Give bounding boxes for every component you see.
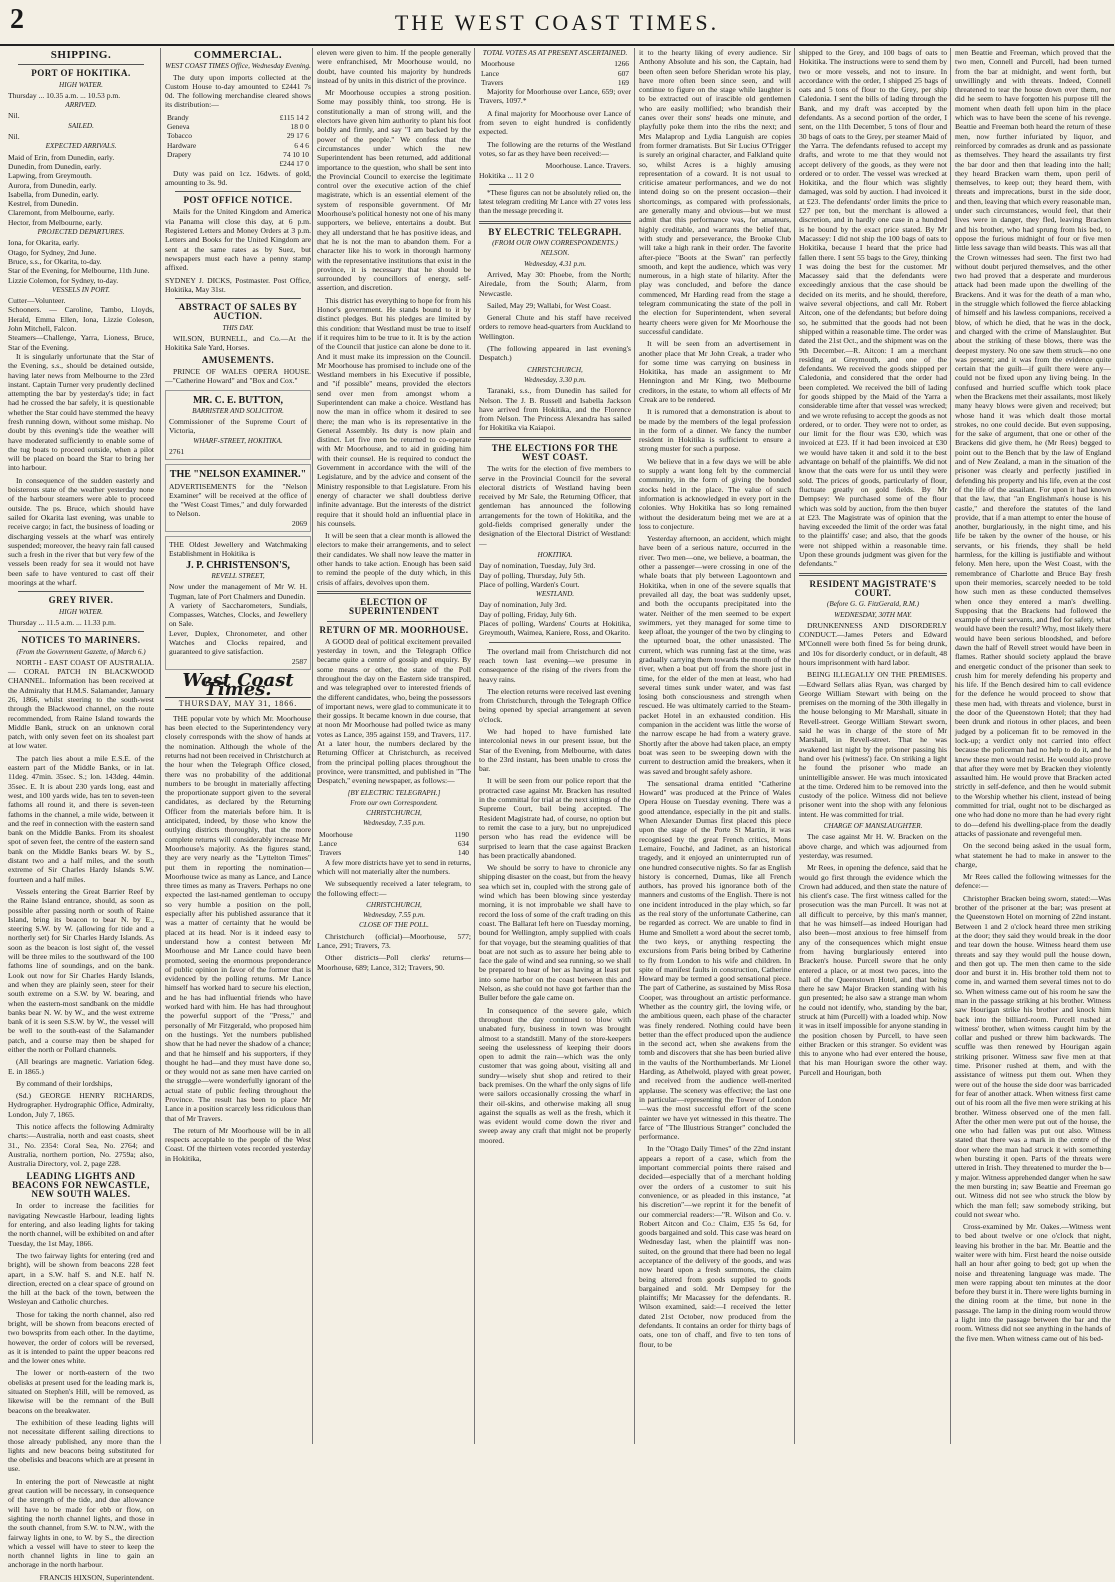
article-paragraph: Arrived, May 30: Phoebe, from the North; Airedale, from the South; Alarm, from Newcastle.	[479, 269, 631, 298]
newspaper-columns	[8, 48, 1111, 1582]
article-paragraph: Taranaki, s.s., from Dunedin has sailed for Nelson. The J. B. Russell and Isabella Jackson have arrived from Hokitika, and the Florence from Nelson. The Princess Alexandra has sailed for Hokitika via Kaiapoi.	[479, 386, 631, 433]
amusements-heading: AMUSEMENTS.	[201, 354, 275, 365]
ad-text: Now under the management of Mr W. H. Tugman, late of Port Chalmers and Dunedin.	[169, 582, 307, 601]
table-row	[317, 830, 471, 839]
table-row	[165, 150, 311, 159]
article-paragraph: In entering the port of Newcastle at night great caution will be necessary, in consequence of the strength of the tide, and due allowance will have to be made for ebb or flow, on sighting the north channel lights, and those in the south channel, from S.W. to N.W., with the fairway lights in one, to W. by S., the direction which a vessel will have to steer to keep the north channel lights in line to gain an anchorage in the north harbour.	[8, 1476, 154, 1570]
telegram-place: CHRISTCHURCH,	[366, 809, 422, 818]
editorial-paragraph: The return of Mr Moorhouse will be in all respects acceptable to the people of the West Coast. Of the thirteen votes recorded yesterday in Hokitika,	[165, 1125, 311, 1163]
table-cell: 18 0 0	[290, 122, 309, 132]
ad-number: 2587	[291, 656, 307, 666]
divider	[18, 631, 144, 632]
article-paragraph: Mails for the United Kingdom and America via Panama will close this day, at 6 p.m. Registered Letters and Money Orders at 3 p.m. Letters and Books for the United Kingdom are sent at the same rates as by Suez, but newspapers must each have a penny stamp affixed.	[165, 207, 311, 273]
article-paragraph: (All bearings are magnetic. Variation 6deg. E. in 1865.)	[8, 1057, 154, 1076]
advertisement	[165, 536, 311, 670]
article-paragraph: The lower or north-eastern of the two obelisks at present used for the leading mark is, situated on Stephen's Hill, will be removed, as likewise will be the remnant of the Bull beacons on the breakwater.	[8, 1368, 154, 1415]
duty-total: £244 17 0	[279, 159, 309, 169]
expected-label: EXPECTED ARRIVALS.	[45, 142, 117, 151]
vessels-list: Cutter—Volunteer.	[8, 296, 66, 306]
vessels-label: VESSELS IN PORT.	[52, 285, 110, 294]
telegram-label: [BY ELECTRIC TELEGRAPH.]	[347, 788, 441, 797]
high-water-times: Thursday ... 10.35 a.m. ... 10.53 p.m.	[8, 90, 121, 100]
article-paragraph: In consequence of the sudden easterly and boisterous state of the weather yesterday none of the harbour steamers were able to proceed outside. The ps. Bruce, which should have sailed for Okarita last evening, was unable to receive cargo; in fact, the business of loading or discharging vessels at the wharf was entirely suspended; moreover, the heavy rain fall caused such a fresh in the river that but very few of the vessels been ready for sea it would not have been safe to have ventured to cast off their moorings at the wharf.	[8, 475, 154, 588]
divider	[18, 64, 144, 65]
table-cell: £115 14 2	[279, 112, 309, 122]
table-cell: Moorhouse	[481, 59, 515, 69]
column-3	[312, 48, 475, 1444]
article-paragraph: We subsequently received a later telegram, to the following effect:—	[317, 879, 471, 898]
duty-table	[165, 113, 311, 169]
projected-label: PROJECTED DEPARTURES.	[37, 228, 125, 237]
return-heading: RETURN OF MR. MOORHOUSE.	[319, 624, 469, 635]
article-paragraph: WILSON, BURNELL, and Co.—At the Hokitika Sale Yard, Horses.	[165, 334, 311, 353]
mariners-source: (From the Government Gazette, of March 6.)	[16, 647, 146, 656]
table-cell: 607	[617, 68, 629, 78]
newspaper-title: THE WEST COAST TIMES.	[394, 10, 720, 35]
lights-heading: LEADING LIGHTS AND BEACONS FOR NEWCASTLE, NEW SOUTH WALES.	[12, 1170, 150, 1200]
footnote: *These figures can not be absolutely relied on, the latest telegram crediting Mr Lance with 27 votes less than the message preceding it.	[479, 188, 631, 216]
issue-date: THURSDAY, MAY 31, 1866.	[165, 697, 311, 710]
telegram-place: NELSON.	[540, 249, 570, 258]
close-of-poll-label: CLOSE OF THE POLL.	[359, 921, 429, 930]
projected-departure: Lizzie Colemon, for Sydney, to-day.	[8, 275, 119, 285]
article-paragraph: In consequence of the severe gale, which throughout the day continued to blow with unabated fury, business in town was brought almost to a standstill. Many of the store-keepers seeing the uselessness of keeping their doors open to admit the rain—which was the only customer that was going about, visiting all and sundry—wisely shut shop and retired to their back premises. On the wharf the only signs of life were sailors occasionally crossing the wharf in their oil-skins, and otherwise making all snug against the squalls as well as the fresh, which it was evident would come down the river and sweep away any craft that might not be properly moored.	[479, 1005, 631, 1145]
telegram-source: From our own Correspondent.	[350, 798, 438, 807]
column-6	[794, 48, 951, 1444]
expected-arrival: Hector, from Melbourne, early.	[8, 217, 103, 227]
table-row	[165, 131, 311, 140]
expected-arrival: Dunedin, from Dunedin, early.	[8, 161, 102, 171]
expected-arrival: Aurora, from Dunedin, early.	[8, 180, 97, 190]
article-paragraph: A few more districts have yet to send in returns, which will not materially alter the numbers.	[317, 857, 471, 876]
schedule-line: Places of polling, Wardens' Courts at Hokitika, Greymouth, Waimea, Kaniere, Ross, and Okarito.	[479, 619, 631, 638]
telegram-place: CHRISTCHURCH,	[366, 900, 422, 909]
article-paragraph: Yesterday afternoon, an accident, which might have been of a serious nature, occurred in the river. Two men—one, we believe, a boatman, the other a passenger—were crossing in one of the whale boats that ply between Lagoontown and Hokitika, when in one of the severe squalls that prevailed all day, the boat was suddenly upset, and both the occupants precipitated into the water. Neither of the men seemed to be expert swimmers, yet they managed for some time to keep afloat, the younger of the two by clinging to the upturned boat, the other unassisted. The current, which was running fast at the time, was gradually carrying them towards the mouth of the river, when a boat put off from the shore just in time, for the elder of the men at least, who had several times sunk under water, and was fast losing both consciousness and strength when rescued. He was ultimately carried to the Steam-packet Hotel in an exhausted condition. His companion in the accident was little the worse of the narrow escape he had from a watery grave. Shortly after the above had taken place, an empty boat was seen to be sweeping down with the current to destruction amid the breakers, when it was saved and brought safely ashore.	[639, 534, 791, 776]
telegram-time: Wednesday, 7.35 p.m.	[362, 819, 426, 828]
table-cell: Lance	[319, 839, 338, 849]
advertisement	[165, 464, 311, 532]
article-paragraph: NORTH - EAST COAST OF AUSTRALIA. — CORAL PATCH IN BLACKWOOD CHANNEL. Information has been received at the Admiralty that H.M.S. Salamander, January 26, 1866, whilst steering to the south-west through the Blackwood channel, on the route recommended, from Raine Island towards the Middle Bank, struck on an unknown coral patch, with only seven feet on its shoalest part at low water.	[8, 657, 154, 751]
article-paragraph: Mr Rees called the following witnesses for the defence:—	[955, 872, 1111, 891]
article-paragraph: The writs for the election of five members to serve in the Provincial Council for the several electoral districts of Westland having been received by Mr Sale, the Returning Officer, that gentleman has announced the following arrangements for the town of Hokitika, and the gold-fields comprised generally under the designation of the Electoral District of Westland:—	[479, 464, 631, 548]
article-paragraph: It is rumored that a demonstration is about to be made by the members of the legal profession in the form of a dinner. We fancy the number resident in Hokitika is sufficient to ensure a strong muster for such a purpose.	[639, 407, 791, 454]
divider	[175, 191, 301, 192]
projected-departure: Bruce, s.s., for Okarita, to-day.	[8, 256, 102, 266]
editorial-paragraph: Mr Moorhouse occupies a strong position. Some may possibly think, too strong. He is constitutionally a man of strong will, and the electors have given him authority to plant his foot boldly and firmly, and say "I am backed by the power of the people." We confess that the circumstances under which the new Superintendent has been returned, add additional importance to the question, who shall be sent into the Provincial Council to exercise the legitimate control over the executive action of the chief magistrate, which is an essential element of the system of responsible government. Of Mr Moorhouse's political honesty not one of his many supporters, we believe, entertains a doubt. But they all understand that he has positive ideas, and that he is not the man to abandon them. For a character like his to work in thorough harmony with the representative institutions that exist in the province, it is necessary that he should be surrounded by councillors of energy, self-assertion, and discretion.	[317, 88, 471, 293]
table-row	[479, 78, 631, 87]
auction-day: THIS DAY.	[222, 323, 254, 332]
ad-address: WHARF-STREET, HOKITIKA.	[193, 436, 283, 445]
table-cell: 74 10 10	[283, 149, 309, 159]
telegram-place: CHRISTCHURCH,	[527, 365, 583, 374]
article-paragraph: In the "Otago Daily Times" of the 22nd instant appears a report of a case, which from the important commercial points there raised and decided—especially that of a merchant holding over the orders of a customer to suit his convenience, or as pleaded in this instance, "at his discretion"—we reprint it for the benefit of our commercial readers:—"R. Wilson and Co. v. Robert Aitcon and Co.: Claim, £35 5s 6d, for goods bargained and sold. This case was heard on Wednesday last, when the plaintiff was non-suited, on the ground that there had been no legal acceptance of the delivery of the goods, and was now heard upon a fresh summons, the claim being altered from goods supplied to goods bargained and sold. Mr Dempsey for the plaintiffs; Mr Macassey for the defendants. R. Wilson examined, said:—I received the letter dated 21st October, now produced from the defendants. It contains an order for thirty bags of oats, one ton of chaff, and five to ten tons of flour, to be	[639, 1144, 791, 1349]
article-paragraph: men Beattie and Freeman, which proved that the two men, Connell and Purcell, had been turned from the bar at midnight, and went forth, but unwillingly and with threats. Indeed, Connell threatened to tear the house down over them, nor did he seem to have forgotten his purpose till the moment when death fell upon him in the place which was to have been the scene of his revenge. Beattie and Freeman both heard the return of these men, now further infuriated by liquor, and reinforced by comrades as drunk and as passionate as themselves. They heard the assailants try first the bar door and then that leading into the hall; they heard Bracken warn them, upon peril of themselves, to keep out; they heard them, with threats and imprecations, burst in the side door, and then, leaving that which every reasonable man, under such circumstances, would feel, that their lives were in danger, they fled, leaving Bracken and his brother, who had sprung from his bed, to oppose the furious midnight of four or five men little less savage than wild beasts. This was all that the Crown witnesses had seen. The first two had without doubt perjured themselves, and the other two had proved that a desperate and murderous attack had been made upon the dwelling of the Brackens. And it was for the death of a man who, in the struggle which followed the fierce ablacking of himself and his lawless companions, received a blow, of which he died, that he was in the dock, and charged with the crime of Manslaughter. But about the striking of these blows, there was the deepest mystery. No one saw them struck—no one was present; and it was from the evidence quite certain that the guilt—if guilt there were any—could not be fixed upon any living being. In the confused and hurried scuffle which took place when the Brackens met their assailants, most likely many heavy blows were given and received; but whose hand it was which dealt those mortal strokes, no one could decide. But even supposing, for the sake of argument, that one or other of the Brackens did give them, he (Mr Rees) begged to point out to the Bench that by the law of England and of New Zealand, a man in the situation of the prisoner was clearly and perfectly justified in defending his property and his life, even at the cost of the life of the assailant. For upon it had known that the law, that "an Englishman's house is his castle," and therefore the statutes of the land provide, that if a man attempt to enter the house of another, burglariously, in the night time, and his life be taken by the owner of the house, or his servants, or his friends, they shall be held harmless, for the killing is justifiable and without felony. Men here, upon the West Coast, with the remembrance of Charlotte and Bruce Bay fresh upon their memories, scarcely needed to be told how such men as these conducted themselves when once they entered a man's dwelling. Supposing that the Brackens had followed the example of their servants, and fled for safety, what would have been the result? Why, most likely there would have been serious bloodshed, and before dawn the half of Revell street would have been in flames. Rather should society applaud the brave and energetic conduct of the prisoner than seek to crush him for merely defending his property and his life. If the Bench desired him to call evidence for the defence he would proceed to show that these men had, with threats and violence, burst in the door of the Queenstown Hotel; that they had been drunk and riotous in other places, and been judged by a policeman fit to be removed in the lock-up; a verdict only not carried into effect because the policeman had no help to do it, and he knew these men would resist. He would also prove that after they were met by Bracken they violently assaulted him. He would prove that Bracken acted strictly in self-defence, and then he would submit to the Worship whether his client, instead of being committed for trial, ought not to be discharged as one who had done no more than he had every right to do—defend his dwelling-place from the deadly attacks of passionate and revengeful men.	[955, 48, 1111, 838]
table-row	[317, 839, 471, 848]
table-cell: 634	[457, 839, 469, 849]
article-paragraph: It will be seen from our police report that the protracted case against Mr. Bracken has resulted in the committal for trial at the next sittings of the Supreme Court, bail being accepted. The Resident Magistrate had, of course, no option but to remit the case to a jury, but no unprejudiced person who has read the evidence will be surprised to learn that the case against Bracken has been practically abandoned.	[479, 776, 631, 860]
article-paragraph: PRINCE OF WALES OPERA HOUSE.—"Catherine Howard" and "Box and Cox."	[165, 366, 311, 386]
table-cell: Travers	[481, 77, 504, 87]
article-paragraph: A GOOD deal of political excitement prevailed yesterday in town, and the Telegraph Office became quite a centre of gossip and enquiry. By some means or other, the state of the Poll throughout the day on the Eastern side transpired, and was telegraphed over to interested friends of the different candidates, who, being the possessors of important news, were glad to communicate it to their gossips. It became known in due course, that at noon Mr Moorhouse had polled twice as many votes as Lance, 395 against 159, and Travers, 117. At a later hour, the numbers declared by the Returning Officer at Christchurch, as received from the principal polling places throughout the province, were transmitted, and published in "The Despatch," evening newspaper, as follows:—	[317, 636, 471, 786]
expected-arrival: Claremont, from Melbourne, early.	[8, 208, 115, 218]
article-paragraph: A final majority for Moorhouse over Lance of from seven to eight hundred is confidently expected.	[479, 108, 631, 137]
vessels-list: Schooners. — Caroline, Tambo, Lloyds, Herald, Emma Ellen, Iona, Lizzie Coleson, John Mitchell, Falcon.	[8, 305, 154, 334]
editorial-paragraph: This district has everything to hope for from his Honor's government. He stands bound to it by distinct pledges. But his pledges are limited by this condition: that Westland must be true to itself if it requires him to be true to it. It is by the action of the Council that justice can alone be done to it. And it must make its impression on the Council. Mr Moorhouse has promised to include one of the Westland members in his Executive if possible, and "if possible" means, provided the electors send over men from amongst whom a Superintendent can make a choice. Westland has now the man in office whom it desired to see there; the man who is its representative in the General Assembly. Its duty is now plain and distinct. Let five men be returned to co-operate with Mr Moorhouse, and to aid in guiding him with their counsel. He is required to conduct the Government in accordance with the will of the Legislature, and by the advice and consent of the Ministry responsible to that Legislature. From his energy of character we shall doubtless derive infinite advantage. But the interests of the district require that it should hold an influential place in his counsels.	[317, 295, 471, 528]
article-paragraph: The duty upon imports collected at the Custom House to-day amounted to £2441 7s 0d. The following merchandise cleared shows its distribution:—	[165, 72, 311, 110]
schedule-line: Place of polling, Warden's Court.	[479, 579, 580, 589]
article-paragraph: The overland mail from Christchurch did not reach town last evening—we presume in consequence of the rising of the rivers from the heavy rains.	[479, 646, 631, 684]
article-paragraph: shipped to the Grey, and 100 bags of oats to Hokitika. The instructions were to send them by two or more vessels, and not to insure. In accordance with the order, I shipped 25 bags of oats and 5 tons of flour to the Grey, per ship Caledonia. I sent the bills of lading through the Bank, and my draft was accepted by the defendants. As a second portion of the order, I sent, on the 11th December, 5 tons of flour and 30 bags of oats to the Grey, per steamer Maid of the Yarra. The defendants refused to accept my drafts, and wrote to me that they would not accept delivery of the goods, as they were not ordered or to order. The vessel was wrecked at Hokitika, and the flour which was slightly damaged, was sold by auction. I had invoiced it at £23. The defendants' order limits the price to £27 per ton, but the merchant is allowed a discretion, and in hardly one case in a hundred is he bound by the exact price stated. By Mr Macassey: I did not ship the 100 bags of oats to Hokitika, because I heard that the price had fallen there. I sent 55 bags to the Grey, thinking I was doing the best for the customer. Mr Macassey said that the defendants were exceedingly anxious that the case should be decided on its merits, and he should, therefore, waive several objections, and call Mr. Robert Aitcon, one of the defendants; but before doing so, he submitted that the goods had not been shipped within a reasonable time. The order was dated the 21st Oct., and the shipment was on the 9th December.—R. Aitcon: I am a merchant residing at Greymouth, and one of the defendants. We received the goods shipped per Caledonia, and considered that the order had been completed. We received the bill of lading for goods shipped by the Maid of the Yarra a considerable time after that vessel was wrecked; and we wrote refusing to accept the goods as not ordered, or to order. They were not to order, as our limit for the flour was £30, which was invoiced at £23. If it had been invoiced at £30 we would have taken it and sold it to the best advantage on behalf of the plaintiffs. We did not know that the oats were for us until they were sold. The prices of goods, particularly of flour, fluctuate greatly on gold fields. By Mr Dempsey: We purchased some of the flour which was sold by auction, from the then buyer at £23. The Magistrate was of opinion that the having exceeded the limit of the order was fatal to the plaintiffs' case; and also, that the goods were not shipped within a reasonable time. Upon these grounds judgment was given for the defendants."	[799, 48, 947, 569]
article-paragraph: Mr Rees, in opening the defence, said that he would go first through the evidence which the Crown had adduced, and then state the nature of his client's case. The first witness called for the prosecution was the man Purcell. It was not at all difficult to perceive, by this man's manner, that he was himself—as indeed Hourigan had also been—most anxious to free himself from any of the consequences which might ensue from having burglariously entered into Bracken's house. Purcell swore that he only entered a place, or at most two paces, into the hall of the Queenstown Hotel, and that being there he saw Major Bracken standing with his gun presented; he also saw a strange man whom he could not identify, who, standing by the bar, struck at him (Purcell) with a loaded whip. Now it was in itself impossible for anyone standing in the position chosen by Purcell, to have seen either Bracken or this stranger. So evident was this to anyone who had ever entered the house, that his man Hourigan swore the other way. Purcell and Hourigan, both	[799, 863, 947, 1077]
article-paragraph: The case against Mr H. W. Bracken on the above charge, and which was adjourned from yesterday, was resumed.	[799, 832, 947, 860]
high-water-label: HIGH WATER.	[59, 80, 103, 89]
divider	[317, 591, 471, 594]
telegram-time: Wednesday, 7.55 p.m.	[362, 911, 426, 920]
table-cell: Brandy	[167, 112, 189, 122]
table-cell: Tobacco	[167, 131, 192, 141]
article-paragraph: Christchurch (official)—Moorhouse, 577; Lance, 291; Travers, 73.	[317, 931, 471, 951]
ad-text: THE Oldest Jewellery and Watchmaking Establishment in Hokitika is	[169, 540, 307, 559]
article-paragraph: The two fairway lights for entering (red and bright), will be shown from beacons 228 feet apart, in a S.W. half S. and N.E. half N. direction, erected on a clear space of ground on the hill at the back of the town, between the Wesleyan and Catholic churches.	[8, 1250, 154, 1307]
table-cell: Geneva	[167, 122, 190, 132]
table-row	[317, 848, 471, 857]
article-paragraph: it to the hearty liking of every audience. Sir Anthony Absolute and his son, the Captain, had been often seen before Sheridan wrote his play, have more often been since seen, and will continue to figure on the stage while laughter is to be extracted out of irascible old gentlemen who are easily mollified; who brandish their canes over their sons' heads one minute, and playfully poke them into the ribs the next; and Mrs Malaprop and Lydia Languish are copies from former dramatists. But Sir Lucius O'Trigger is surely an original character, and Falkland quite so, whilst Acres is a highly amusing representation of a coward. It is not usual to criticise amateur performances, and we do not intend doing so on the present occasion—their shortcomings, as compared with professionals, are generally many and obvious—but we must admit that this performance was, for amateurs, highly creditable, and warrants the belief that, with study and perseverance, the Brooke Club will take a high rank in their order. The favorite after-piece "Boots at the Swan" ran perfectly smooth, and kept the audience, which was very numerous, in a high state of hilarity. After the play was concluded, and before the dance commenced, Mr Harding read from the stage a telegram communicating the state of the poll in the election for Superintendent, when several hearty cheers were given for Mr Moorhouse the successful candidate.	[639, 48, 791, 336]
column-4	[474, 48, 635, 1444]
election-heading: ELECTION OF SUPERINTENDENT	[348, 596, 440, 617]
schedule-line: Day of nomination, Tuesday, July 3rd.	[479, 561, 596, 571]
article-paragraph: In order to increase the facilities for navigating Newcastle Harbour, leading lights for entering, and also leading lights for taking the north channel, will be exhibited on and after Tuesday, the 1st May, 1866.	[8, 1201, 154, 1248]
newspaper-nameplate: West Coast Times.	[182, 669, 294, 701]
expected-arrival: Kestrel, from Dunedin.	[8, 199, 79, 209]
article-paragraph: DRUNKENNESS AND DISORDERLY CONDUCT.—James Peters and Edward M'Connell were both fined 5s for being drunk, and 10s for disorderly conduct, or in default, 48 hours imprisonment with hard labor.	[799, 620, 947, 667]
page-number: 2	[10, 4, 24, 35]
article-paragraph: We believe that in a few days we will be able to supply a want long felt by the commercial community, in the form of giving the bonded stocks held in the place. The value of such information is acknowledged in every port in the colonies. Why Hokitika has so long remained without the desideratum being met we are at a loss to conjecture.	[639, 456, 791, 531]
article-paragraph: Cross-examined by Mr. Oakes.—Witness went to bed about twelve or one o'clock that night, leaving his brother in the bar. Mr. Beattie and the waiter were with him. First heard the noise outside hall an hour after going to bed; got up when the noise and threatening language was made. The men were rapping about ten minutes at the door before they burst it in. There were lights burning in the dining room at the time, but none in the passage. The lamp in the dining room would throw a light into the passage between the bar and the room. Witness did not see anything in the hands of the five men. When witness came out of his bed-	[955, 1222, 1111, 1343]
divider	[479, 221, 631, 224]
schedule-line: Day of polling, Friday, July 6th.	[479, 609, 577, 619]
expected-arrival: Isabella, from Dunedin, early.	[8, 189, 99, 199]
table-row	[479, 69, 631, 78]
port-heading: PORT OF HOKITIKA.	[31, 68, 131, 79]
article-paragraph: On the second being asked in the usual form, what statement he had to make in answer to the charge,	[955, 841, 1111, 869]
votes-table	[317, 830, 471, 858]
article-paragraph: The sensational drama entitled "Catherine Howard" was produced at the Prince of Wales Opera House on Tuesday evening. There was a good attendance, especially in the pit and stalls. When Alexander Dumas first placed this piece upon the stage of the Porte St Martin, it was recognised by the great French critics, Mons Lemaire, Fouché, and Jadinet, as an historical tragedy, and it enjoyed an uninterrupted run of one hundred consecutive nights. So far as English history is concerned, Dumas, like all French authors, has proved his ignorance both of the manners and customs of the English. There is not one incident introduced in the play which, so far as the real story of the unfortunate Catherine, can be regarded as correct. We are unable to find in Hume and Smollett a word about the secret tomb, the two keys, or anything respecting the excursions from Paris being bribed by Catherine to fly from London to his wife and children. In spite of manifest faults in construction, Catherine Howard may be termed a good sensational piece. The part of Catherine, as sustained by Miss Rosa Cooper, was throughout an artistic performance. Whether as the country girl, the loving wife, or the ambitious queen, each phase of the character was finely rendered. Nothing could have been better than the effect produced upon the audience in the second act, when she awakens from the tomb and discovers that she has been buried alive in the vaults of the Northumberlands. Mr Lionel Harding, as Athelwold, played with great power, and received from the audience well-merited applause. The scenery was effective; the last one in particular—representing the Tower of London—was the most successful effort of the scene painter we have yet witnessed in this theatre. The farce of "The Illustrious Stranger" concluded the performance.	[639, 778, 791, 1142]
article-paragraph: General Chute and his staff have received orders to remove head-quarters from Auckland to Wellington.	[479, 313, 631, 341]
sailed-value: Nil.	[8, 132, 20, 142]
arrived-label: ARRIVED.	[65, 101, 97, 110]
advertisement	[165, 390, 311, 461]
district-label: HOKITIKA.	[537, 550, 573, 559]
table-cell: Drapery	[167, 149, 192, 159]
projected-departure: Iona, for Okarita, early.	[8, 238, 80, 248]
article-paragraph: Majority for Moorhouse over Lance, 659; over Travers, 1097.*	[479, 87, 631, 106]
table-row	[165, 159, 311, 168]
article-paragraph: Sailed, May 29; Wallabi, for West Coast.	[487, 300, 611, 310]
article-paragraph: Duty was paid on 1cz. 16dwts. of gold, amounting to 3s. 9d.	[165, 168, 311, 187]
article-paragraph: By command of their lordships,	[16, 1078, 113, 1088]
court-heading: RESIDENT MAGISTRATE'S COURT.	[809, 578, 937, 598]
projected-departure: Otago, for Sydney, 2nd June.	[8, 247, 97, 257]
table-cell: Moorhouse	[319, 829, 353, 839]
editorial-paragraph: It will be seen that a clear month is allowed the electors to make their arrangements, and to select their candidates. We shall now leave the matter in other hands to take action. Enough has been said to remind the people of the duty which, in this crisis of affairs, devolves upon them.	[317, 531, 471, 587]
shipping-heading: SHIPPING.	[50, 49, 112, 61]
divider	[799, 573, 947, 576]
editorial-paragraph: eleven were given to him. If the people generally were enfranchised, Mr Moorhouse would, no doubt, have counted his majority by hundreds instead of by units in this district of the province.	[317, 48, 471, 85]
article-paragraph: BEING ILLEGALLY ON THE PREMISES.—Edward Sellars alias Ryan, was charged by George William Stewart with being on the premises on the morning of the 30th illegally in the house belonging to Mr Marshall, situate in Revell-street. George William Stewart sworn, said he was in charge of the store of Mr Marshall, in Revell-street. That he was awakened last night by the prisoner passing his hand over his (witness') face. On striking a light he found the prisoner who made an unintelligible answer. He was much intoxicated at the time. Ordered him to be removed into the custody of the police. Witness did not believe prisoner went into the shop with any felonious intent. He was committed for trial.	[799, 670, 947, 819]
article-paragraph: We had hoped to have furnished late intercolonial news in our present issue, but the Star of the Evening, from Melbourne, with dates to the 23rd instant, has been unable to cross the bar.	[479, 727, 631, 774]
grey-river-heading: GREY RIVER.	[48, 595, 114, 606]
divider	[18, 591, 144, 592]
court-magistrate: (Before G. G. FitzGerald, R.M.)	[826, 600, 920, 609]
article-paragraph: Vessels entering the Great Barrier Reef by the Raine Island entrance, should, as soon as possible after passing north or south of Raine Island, bring its beacon to bear N. by E., steering S.W. by W. (allowing for tide and a northerly set) for Sir Charles Hardy Islands. As soon as the beacon is lost sight of, the vessel will be three miles to the southward of the 100 fathoms line of soundings, and on the bank. Look out now for Sir Charles Hardy Islands, and when they are plainly seen, steer for their south extreme on a S.W. by W. bearing, and when the eastern-most sandbank on the middle banks bear N. W. by W., and the west extreme bank of it is seen S.S.W. by W., the vessel will be well to the south-east of the Salamander patch, and a course may then be shaped for either the north or Pollard channels.	[8, 886, 154, 1054]
table-row	[165, 113, 311, 122]
telegram-time: Wednesday, 4.31 p.m.	[523, 259, 587, 268]
vessels-list: Steamers—Challenge, Yarra, Lioness, Bruce, Star of the Evening.	[8, 333, 154, 352]
grey-high-water-times: Thursday ... 11.5 a.m. ... 11.33 p.m.	[8, 617, 116, 627]
article-paragraph: Other districts—Poll clerks' returns—Moorhouse, 689; Lance, 312; Travers, 90.	[317, 953, 471, 972]
article-paragraph: Those for taking the north channel, also red bright, will be shown from beacons erected of two bowsprits from each other. In the daytime, however, the order of colors will be reversed, as it is intended to paint the upper beacons red and the lower ones white.	[8, 1309, 154, 1366]
article-paragraph: It will be seen from an advertisement in another place that Mr John Creak, a trader who for some time was carrying on business in Hokitika, has made an assignment to Mr Hennington and Mr King, two Melbourne creditors, in the estate, to whom all effects of Mr Creak are to be rendered.	[639, 339, 791, 404]
divider	[489, 184, 621, 185]
ad-heading: THE "NELSON EXAMINER."	[169, 469, 307, 481]
divider	[327, 621, 461, 622]
article-paragraph: The patch lies about a mile E.S.E. of the eastern part of the Middle Banks, or in lat. 11deg. 47min. 35sec. S.; lon. 143deg. 44min. 35sec. E. It is about 230 yards long, east and west, and 100 yards wide, has ten to seven-teen fathoms all round it, and there is seven-teen fathoms in the channel, a mile wide, between it and the reef in connection with the eastern sand bank on the Middle Banks. From its shoalest spot of seven feet, the centre of the eastern sand bank on the Middle Banks bears W. by S., distant two and a half miles, and the south extreme of Sir Charles Hardy Islands S.W. fourteen and a half miles.	[8, 753, 154, 884]
table-cell: Travers	[319, 848, 342, 858]
table-row	[165, 122, 311, 131]
article-paragraph: The following are the returns of the Westland votes, so far as they have been received:—	[479, 139, 631, 158]
elections-heading: THE ELECTIONS FOR THE WEST COAST.	[491, 442, 619, 462]
westland-table-header: Moorhouse. Lance. Travers.	[545, 161, 631, 171]
ad-text: Lever, Duplex, Chronometer, and other Watches and Clocks repaired, and guaranteed to give satisfaction.	[169, 628, 307, 657]
table-cell: 1266	[614, 59, 629, 69]
article-paragraph: The exhibition of these leading lights will not necessitate different sailing directions to those already published, any more than the lights and new beacons being substituted for the obelisks and beacons which are at present in use.	[8, 1417, 154, 1474]
article-paragraph: Christopher Bracken being sworn, stated:—Was brother of the prisoner at the bar; was present at the Queenstown Hotel on morning of 22nd instant. Between 1 and 2 o'clock heard three men striking at the door; they said they would break in the door and tear down the house. Witness heard them use threats and say they would pull the house down, and then got up. The men then came to the side door and burst it in. His brother told them not to come in, and warned them several times not to do so. When witness came out of his room he saw the man in the passage striking at his brother. Witness saw Hourigan strike his brother and knock him back into the billiard-room. Purcell rushed at witness' brother, when witness caught him by the collar and pushed or threw him backwards. The scuffle was then renewed by Hourigan again striking prisoner. Witness saw five men at that time. Prisoner rushed at them, and with the assistance of witness put them out. When they were out of the house the side door was barricaded for fear of another attack. When witness first came out of his room all the five men were striking at his brother. Witness observed one of the men fall. After the other men were put out of the house, the one who had fallen was put out also. Witness stated that there was a mark in the centre of the door where the man had struck it with something when bursting it open. Parts of the threats were uttered in Irish. They threatened to murder the b—y major. Witness apprehended danger when he saw the men bursting in; saw Beattie and Freeman go out. Witness did not see who struck the blow by which the man fell; saw somebody striking, but could not swear who.	[955, 893, 1111, 1219]
article-paragraph: It is singularly unfortunate that the Star of the Evening, s.s., should be detained outside, having later news from Melbourne to the 23rd instant. Captain Turner very prudently declined attempting the bar by yesterday's tide; in fact had he crossed the bar safely, it is questionable whether the Star could have stemmed the heavy fresh running down, without some mishap. No doubt by this evening's tide the weather will have moderated sufficiently to enable some of the tug boats to proceed outside, when a pilot will be placed on board the Star to bring her into harbour.	[8, 351, 154, 473]
telegraph-heading: BY ELECTRIC TELEGRAPH.	[488, 226, 622, 237]
district-label: WESTLAND.	[535, 590, 575, 599]
column-2	[160, 48, 315, 1444]
article-paragraph: This notice affects the following Admiralty charts:—Australia, north and east coasts, sheet 31., No. 2354: Coral Sea, No. 2764; and Australia, northern portion, No. 2759a; also, Australia Directory, vol. 2, page 228.	[8, 1122, 154, 1169]
ad-number: 2069	[291, 518, 307, 528]
telegraph-subheading: (FROM OUR OWN CORRESPONDENTS.)	[492, 239, 618, 248]
expected-arrival: Maid of Erin, from Dunedin, early.	[8, 152, 115, 162]
article-paragraph: The election returns were received last evening from Christchurch, through the Telegraph Office being opened by special arrangement at seven o'clock.	[479, 686, 631, 724]
divider	[489, 642, 621, 643]
ad-number: 2761	[169, 446, 185, 456]
expected-arrival: Lapwing, from Greymouth.	[8, 171, 92, 181]
schedule-line: Day of nomination, July 3rd.	[479, 600, 567, 610]
grey-high-water-label: HIGH WATER.	[59, 607, 103, 616]
court-date: WEDNESDAY, 30TH MAY.	[834, 610, 912, 619]
table-cell: 169	[617, 77, 629, 87]
table-cell: 1190	[454, 829, 469, 839]
table-row	[165, 141, 311, 150]
mariners-heading: NOTICES TO MARINERS.	[21, 635, 141, 646]
ad-text: A variety of Saccharometers, Sundials, Compasses, Watches, Clocks, and Jewellery on Sale.	[169, 600, 307, 629]
column-5	[634, 48, 795, 1444]
schedule-line: Day of polling, Thursday, July 5th.	[479, 570, 586, 580]
article-paragraph: We should be sorry to have to chronicle any shipping disaster on the coast, but from the heavy sea which set in, coupled with the strong gale of wind which has been blowing since yesterday morning, it is not improbable we shall have to record the loss of some of the craft trading on this coast. The Ballarat left here on Tuesday morning, bound for Wellington, amply supplied with coals for that voyage, but the steaming qualities of that boat are not such as to assure her being able to face the gale of wind and sea running, so we shall be prepared to hear of her as having at least put into some harbor on the coast between this and Nelson, as she could not have got farther than the Buller before the gale came on.	[479, 863, 631, 1003]
total-votes-heading: TOTAL VOTES AS AT PRESENT ASCERTAINED.	[482, 49, 628, 57]
signature: FRANCIS HIXSON, Superintendent.	[39, 1572, 154, 1582]
article-paragraph: (Sd.) GEORGE HENRY RICHARDS, Hydrographer. Hydrographic Office, Admiralty, London, July 7, 1865.	[8, 1091, 154, 1119]
projected-departure: Star of the Evening, for Melbourne, 11th June.	[8, 266, 150, 276]
column-1	[8, 48, 158, 1582]
ad-text: ADVERTISEMENTS for the "Nelson Examiner" will be received at the office of the "West Coast Times," and duly forwarded to Nelson.	[169, 481, 307, 519]
votes-table	[479, 59, 631, 87]
divider	[479, 437, 631, 440]
ad-subheading: BARRISTER AND SOLICITOR.	[192, 406, 284, 415]
ad-address: REVELL STREET,	[211, 571, 265, 580]
divider	[175, 298, 301, 299]
ad-heading: MR. C. E. BUTTON,	[192, 394, 284, 406]
ad-heading: J. P. CHRISTENSON'S,	[186, 559, 290, 571]
table-cell: 6 4 6	[294, 140, 309, 150]
column-7	[950, 48, 1115, 1444]
masthead	[0, 0, 1114, 46]
table-row	[479, 59, 631, 68]
westland-table-row: Hokitika ... 11 2 0	[479, 170, 534, 180]
commercial-dateline: WEST COAST TIMES Office, Wednesday Evening.	[165, 62, 311, 71]
table-cell: 29 17 6	[286, 131, 309, 141]
table-cell: Hardware	[167, 140, 197, 150]
article-paragraph: (The following appeared in last evening's Despatch.)	[479, 344, 631, 363]
commercial-heading: COMMERCIAL.	[193, 49, 283, 61]
auction-heading: ABSTRACT OF SALES BY AUCTION.	[178, 302, 298, 322]
table-cell: Lance	[481, 68, 500, 78]
editorial-paragraph: THE popular vote by which Mr. Moorhouse has been elected to the Superintendency very closely corresponds with the show of hands at the nomination. Although the whole of the returns had not been received in Christchurch at the hour when the Telegraph Office closed, there was no probability of the additional numbers to be brought in materially affecting the proportionate support given to the several candidates, as declared by the Returning Officer from the materials before him. It is anticipated, indeed, by those who know the outlying districts thoroughly, that the more complete returns will considerably increase Mr Moorhouse's majority. As the figures stand, they are very nearly as the "Lyttelton Times" put them in reporting the nomination—Moorhouse twice as many as Lance, and Lance three times as many as Travers. Perhaps no one expected the last-named gentleman to occupy so very humble a position on the poll, especially after his published assurance that it was a matter of certainty that he would be placed at its head. Nor is it indeed easy to understand how a contest between Mr Moorhouse and Mr Lance could have been promoted, seeing the enormous preponderance of public opinion in favor of the former that is evidenced by the polling returns. Mr Lance himself has worked hard to secure his election, and he has had influential friends who have worked hard with him. He has had throughout the powerful support of the "Press," and personally of Mr Fitzgerald, who proposed him on the hustings. Yet the numbers published show that he had never the shadow of a chance; and that he himself and his supporters, if they thought he had—and they must have done so, or they would not as sane men have carried on the struggle—were wonderfully ignorant of the actual state of public feeling throughout the Province. The result has been to place Mr Lance in a position scarcely less ridiculous than that of Mr Travers.	[165, 713, 311, 1123]
ad-text: Commissioner of the Supreme Court of Victoria,	[169, 417, 307, 436]
signature: SYDNEY J. DICKS, Postmaster. Post Office, Hokitika, May 31st.	[165, 275, 311, 294]
arrived-value: Nil.	[8, 111, 20, 121]
telegram-time: Wednesday, 3.30 p.m.	[523, 375, 587, 384]
post-office-heading: POST OFFICE NOTICE.	[183, 195, 293, 206]
charge-label: CHARGE OF MANSLAUGHTER.	[823, 822, 923, 831]
sailed-label: SAILED.	[68, 121, 94, 130]
table-cell: 140	[457, 848, 469, 858]
